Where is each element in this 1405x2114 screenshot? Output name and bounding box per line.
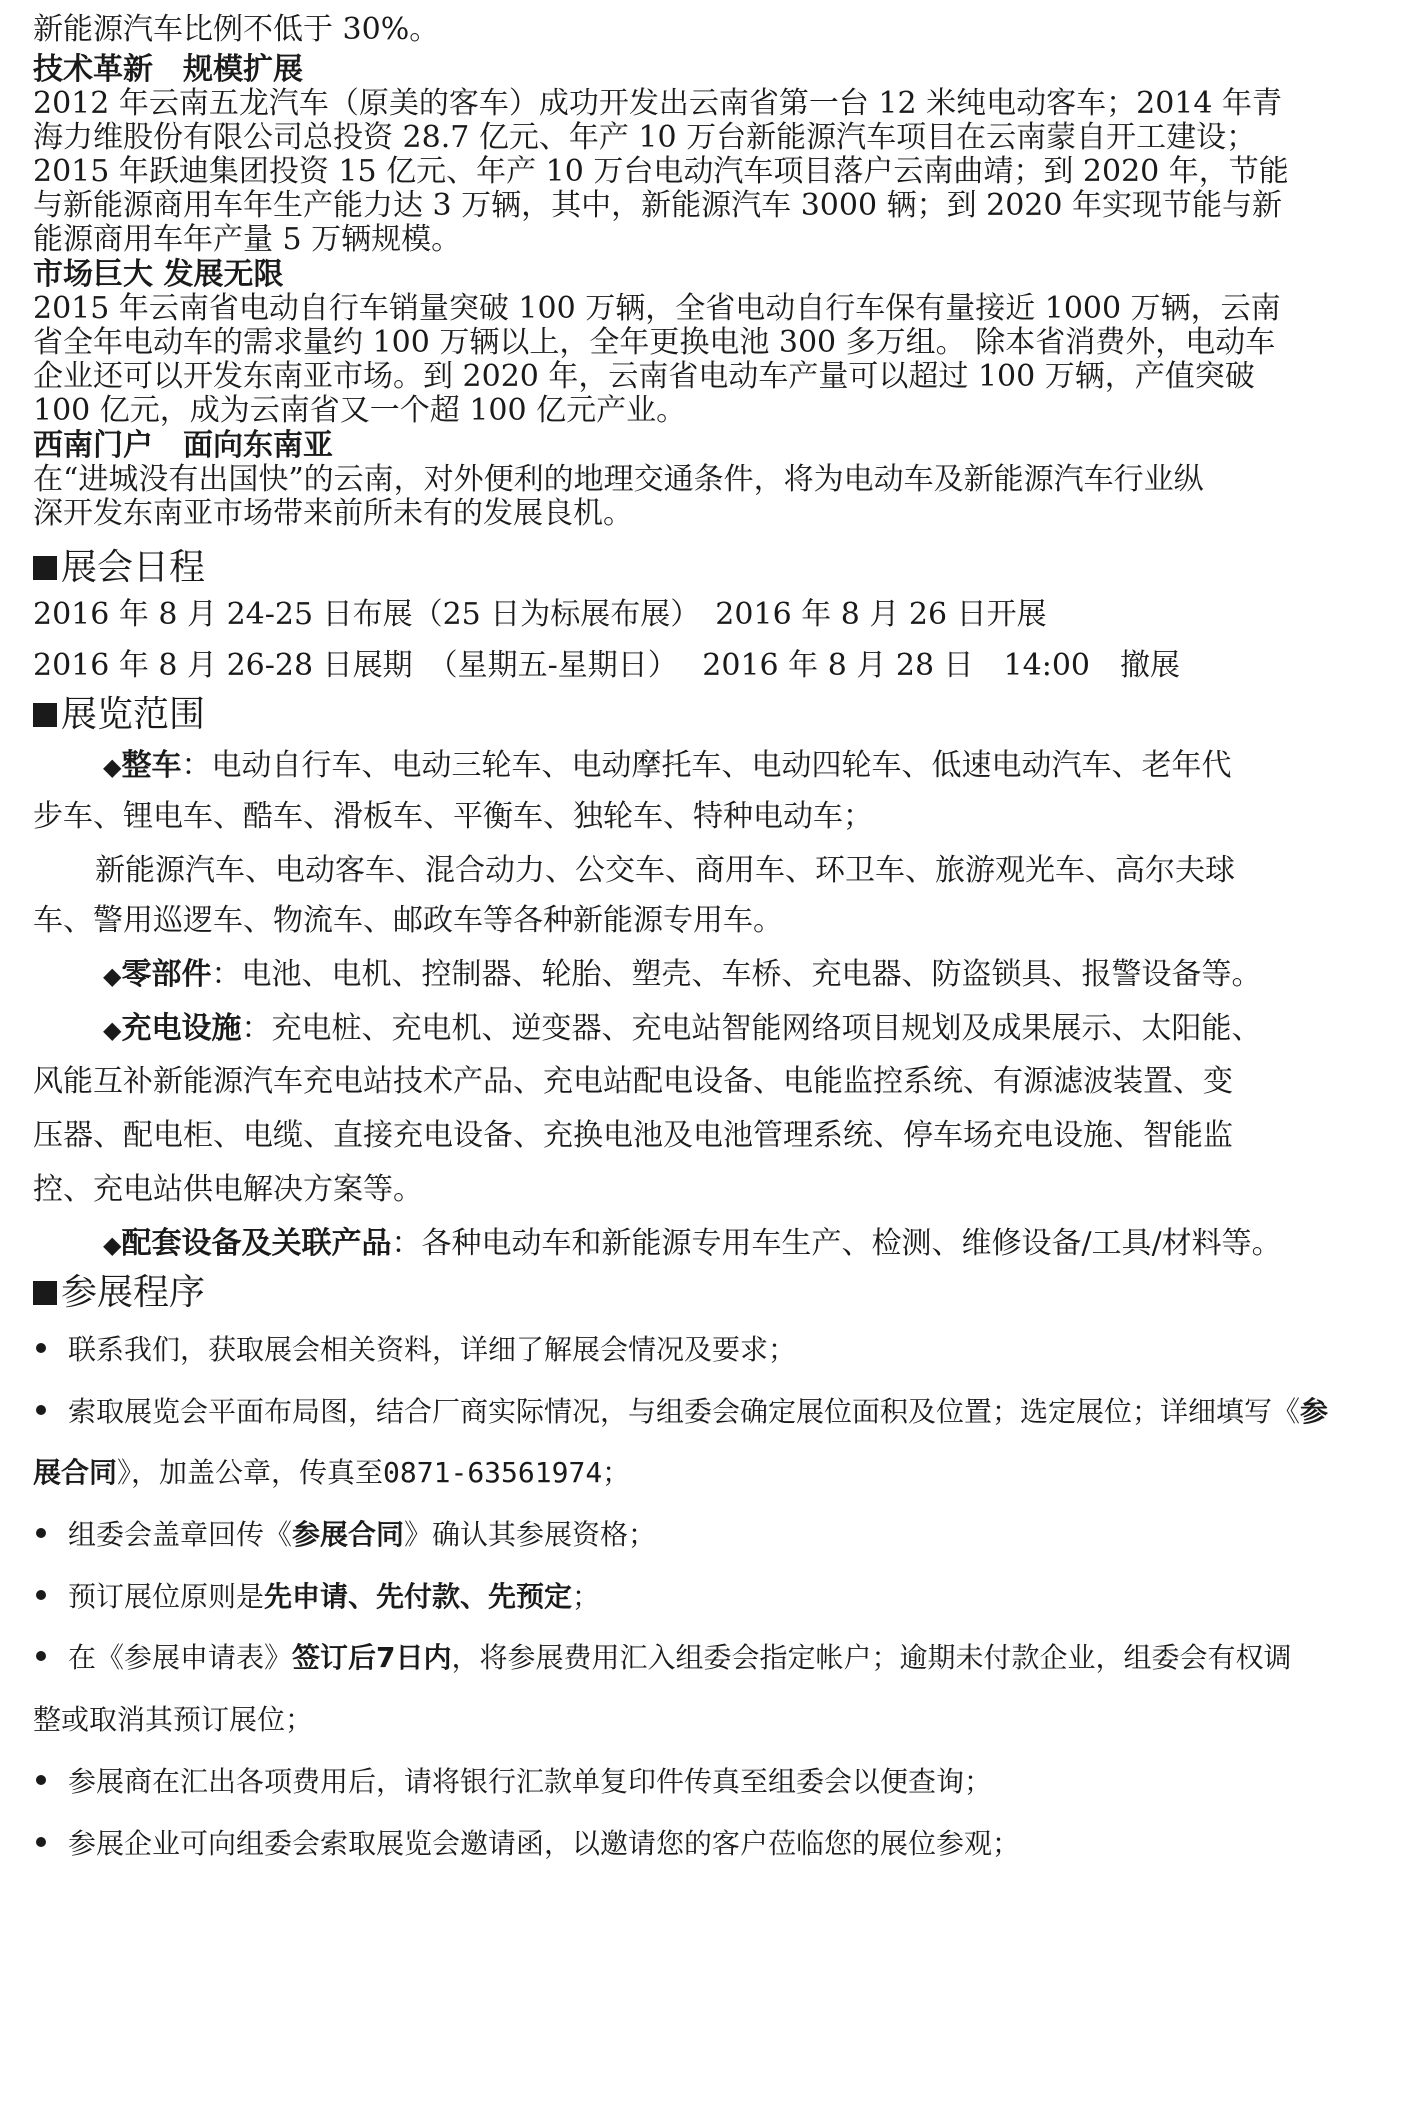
scope-parts-text: ：电池、电机、控制器、轮胎、塑壳、车桥、充电器、防盗锁具、报警设备等。 (211, 957, 1262, 992)
section-procedure-label: 参展程序 (61, 1272, 206, 1313)
scope-vehicle-line-4: 车、警用巡逻车、物流车、邮政车等各种新能源专用车。 (33, 903, 783, 938)
bullet-dot-icon (36, 1343, 46, 1353)
heading-market: 市场巨大 发展无限 (33, 257, 284, 292)
bullet-dot-icon (36, 1590, 46, 1600)
procedure-item-text: 索取展览会平面布局图，结合厂商实际情况，与组委会确定展位面积及位置；选定展位；详细填写《 (68, 1395, 1301, 1428)
para-tech-line-2: 海力维股份有限公司总投资 28.7 亿元、年产 10 万台新能源汽车项目在云南蒙自开工建设； (33, 120, 1257, 155)
scope-support-text: ：各种电动车和新能源专用车生产、检测、维修设备/工具/材料等。 (391, 1226, 1282, 1261)
scope-vehicle-line-1 (33, 746, 1231, 787)
square-bullet-icon (33, 1281, 57, 1305)
para-market-line-4: 100 亿元，成为云南省又一个超 100 亿元产业。 (33, 393, 687, 428)
scope-support-label: 配套设备及关联产品 (121, 1226, 392, 1261)
scope-charge-line-4: 控、充电站供电解决方案等。 (33, 1172, 423, 1207)
square-bullet-icon (33, 703, 57, 727)
procedure-item-text: ； (572, 1580, 601, 1613)
procedure-item-text: 联系我们，获取展会相关资料，详细了解展会情况及要求； (68, 1333, 797, 1366)
para-gateway-line-2: 深开发东南亚市场带来前所未有的发展良机。 (33, 496, 633, 531)
bullet-dot-icon (36, 1775, 46, 1785)
procedure-item-7 (33, 1824, 1020, 1864)
procedure-item-text: 在《参展申请表》 (68, 1641, 293, 1674)
para-tech-line-4: 与新能源商用车年生产能力达 3 万辆，其中，新能源汽车 3000 辆；到 2020 年实现节能与新 (33, 188, 1282, 223)
procedure-item-text: 参展企业可向组委会索取展览会邀请函，以邀请您的客户莅临您的展位参观； (68, 1827, 1021, 1860)
diamond-icon: ◆ (103, 753, 122, 781)
scope-charge-line-1 (33, 1009, 1261, 1050)
scope-charge-label: 充电设施 (121, 1011, 242, 1046)
scope-parts-line-1 (33, 955, 1261, 996)
scope-parts-label: 零部件 (121, 957, 212, 992)
diamond-icon: ◆ (103, 962, 122, 990)
procedure-item-2 (33, 1392, 1328, 1432)
procedure-item-text: 》，加盖公章，传真至 (117, 1456, 384, 1489)
para-market-line-3: 企业还可以开发东南亚市场。到 2020 年，云南省电动车产量可以超过 100 万辆，产值突破 (33, 359, 1255, 394)
bullet-dot-icon (36, 1528, 46, 1538)
heading-tech: 技术革新 规模扩展 (33, 52, 303, 87)
procedure-item-text: 参展商在汇出各项费用后，请将银行汇款单复印件传真至组委会以便查询； (68, 1765, 993, 1798)
procedure-item-bold: 先申请、先付款、先预定 (264, 1580, 573, 1613)
procedure-item-5-line-2: 整或取消其预订展位； (33, 1703, 314, 1736)
scope-vehicle-line-3: 新能源汽车、电动客车、混合动力、公交车、商用车、环卫车、旅游观光车、高尔夫球 (95, 853, 1235, 888)
procedure-item-bold: 展合同 (33, 1456, 118, 1489)
procedure-item-5 (33, 1638, 1292, 1678)
scope-support-line-1 (33, 1224, 1282, 1265)
procedure-item-4 (33, 1577, 600, 1617)
scope-charge-text: ：充电桩、充电机、逆变器、充电站智能网络项目规划及成果展示、太阳能、 (241, 1011, 1262, 1046)
procedure-item-text: 》确认其参展资格； (404, 1518, 657, 1551)
schedule-row-1: 2016 年 8 月 24-25 日布展（25 日为标展布展） 2016 年 8 月 26 日开展 (33, 597, 1047, 632)
procedure-item-text: 组委会盖章回传《 (68, 1518, 293, 1551)
para-tech-line-1: 2012 年云南五龙汽车（原美的客车）成功开发出云南省第一台 12 米纯电动客车；2014 年青 (33, 86, 1283, 121)
procedure-item-6 (33, 1762, 992, 1802)
procedure-item-bold: 签订后7日内 (292, 1641, 452, 1674)
scope-vehicle-label: 整车 (121, 748, 182, 783)
intro-line: 新能源汽车比例不低于 30%。 (33, 12, 440, 47)
schedule-row-2: 2016 年 8 月 26-28 日展期 （星期五-星期日） 2016 年 8 月 28 日 14:00 撤展 (33, 648, 1181, 683)
square-bullet-icon (33, 556, 57, 580)
para-market-line-2: 省全年电动车的需求量约 100 万辆以上，全年更换电池 300 多万组。 除本省消费外，电动车 (33, 325, 1276, 360)
section-scope-label: 展览范围 (61, 694, 206, 735)
para-gateway-line-1: 在“进城没有出国快”的云南，对外便利的地理交通条件，将为电动车及新能源汽车行业纵 (33, 462, 1204, 497)
procedure-item-1 (33, 1330, 796, 1370)
bullet-dot-icon (36, 1837, 46, 1847)
scope-charge-line-2: 风能互补新能源汽车充电站技术产品、充电站配电设备、电能监控系统、有源滤波装置、变 (33, 1064, 1233, 1099)
scope-vehicle-line-2: 步车、锂电车、酷车、滑板车、平衡车、独轮车、特种电动车； (33, 799, 873, 834)
procedure-item-bold: 参 (1300, 1395, 1329, 1428)
procedure-item-2-line-2 (33, 1453, 630, 1493)
scope-vehicle-text: ：电动自行车、电动三轮车、电动摩托车、电动四轮车、低速电动汽车、老年代 (181, 748, 1232, 783)
heading-gateway: 西南门户 面向东南亚 (33, 428, 333, 463)
scope-charge-line-3: 压器、配电柜、电缆、直接充电设备、充换电池及电池管理系统、停车场充电设施、智能监 (33, 1118, 1233, 1153)
section-schedule-title (33, 545, 205, 591)
section-schedule-label: 展会日程 (61, 547, 206, 588)
procedure-item-bold: 参展合同 (292, 1518, 405, 1551)
para-market-line-1: 2015 年云南省电动自行车销量突破 100 万辆，全省电动自行车保有量接近 1000 万辆，云南 (33, 291, 1281, 326)
procedure-item-3 (33, 1515, 656, 1555)
fax-number: 0871-63561974； (383, 1456, 631, 1489)
diamond-icon: ◆ (103, 1016, 122, 1044)
procedure-item-text: ，将参展费用汇入组委会指定帐户；逾期未付款企业，组委会有权调 (451, 1641, 1292, 1674)
section-procedure-title (33, 1270, 205, 1316)
para-tech-line-5: 能源商用车年产量 5 万辆规模。 (33, 222, 462, 257)
para-tech-line-3: 2015 年跃迪集团投资 15 亿元、年产 10 万台电动汽车项目落户云南曲靖；到 2020 年，节能 (33, 154, 1289, 189)
procedure-item-text: 预订展位原则是 (68, 1580, 265, 1613)
bullet-dot-icon (36, 1651, 46, 1661)
bullet-dot-icon (36, 1405, 46, 1415)
diamond-icon: ◆ (103, 1231, 122, 1259)
section-scope-title (33, 692, 205, 738)
